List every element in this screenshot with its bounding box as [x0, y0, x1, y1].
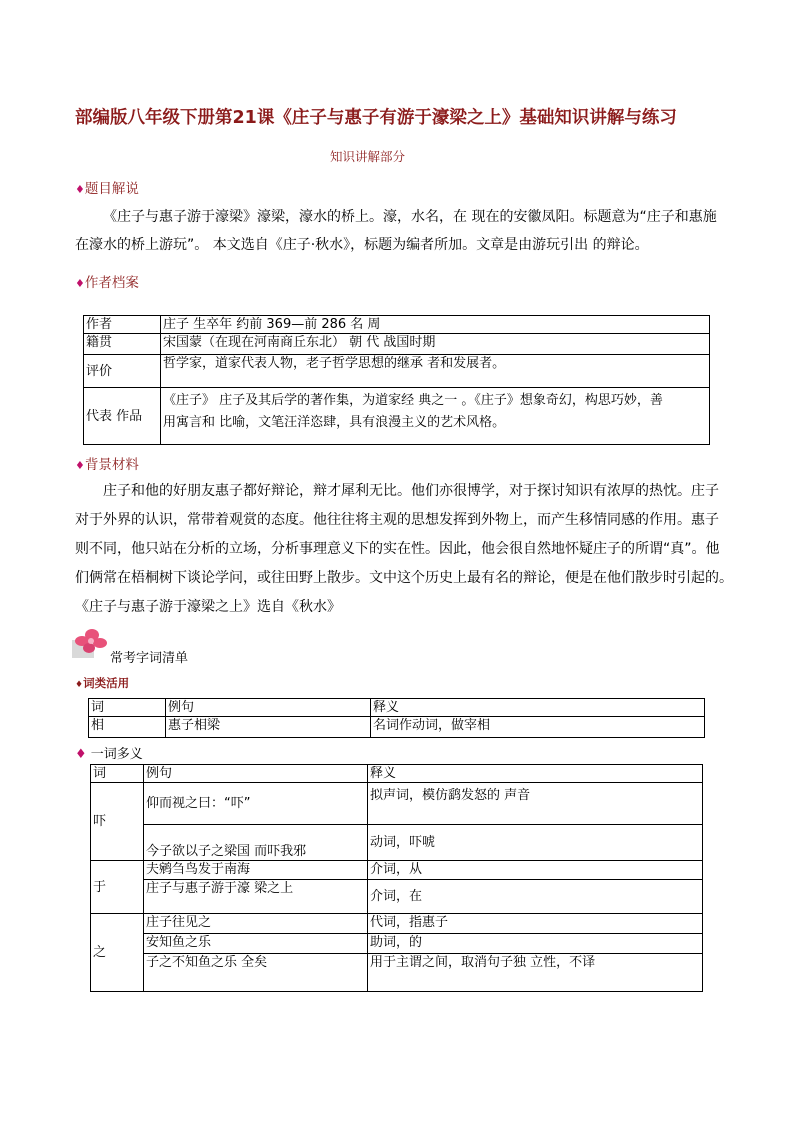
- hometown-label: 籍贯: [84, 334, 161, 355]
- works-line-2: 用寓言和 比喻，文笔汪洋恣肆，具有浪漫主义的艺术风格。: [163, 415, 506, 430]
- cell-meaning: 介词，从: [368, 861, 703, 880]
- section-wordclass-heading: [75, 675, 129, 691]
- section-topic-label: 题目解说: [84, 181, 139, 197]
- word-zhi: 之: [91, 914, 144, 992]
- table-row: [91, 954, 703, 992]
- diamond-icon: ♦: [75, 680, 84, 690]
- table-row: [84, 316, 710, 334]
- evaluation-label: 评价: [84, 355, 161, 388]
- section-polysemy-heading: [75, 743, 143, 762]
- cell-example: 庄子与惠子游于濠 梁之上: [144, 880, 368, 914]
- word-yu: 于: [91, 861, 144, 914]
- cell-example: 惠子相梁: [166, 717, 371, 738]
- hometown-value: 宋国蒙（在现在河南商丘东北） 朝 代 战国时期: [161, 334, 710, 355]
- diamond-icon: ♦: [75, 183, 85, 196]
- section-background-heading: [75, 453, 139, 473]
- cell-meaning: 代词，指惠子: [368, 914, 703, 934]
- page-subtitle: 知识讲解部分: [330, 149, 406, 164]
- background-line-3: 则不同，他只站在分析的立场，分析事理意义下的实在性。因此，他会很自然地怀疑庄子的所谓“真”。他: [75, 541, 720, 557]
- background-line-2: 对于外界的认识，常带着观赏的态度。他往往将主观的思想发挥到外物上，而产生移情同感的作用。惠子: [75, 512, 719, 528]
- topic-para-line-1: 《庄子与惠子游于濠梁》濠梁，濠水的桥上。濠，水名，在 现在的安徽凤阳。标题意为“庄子和惠施: [103, 209, 717, 225]
- section-topic-heading: [75, 177, 139, 197]
- works-line-1: 《庄子》 庄子及其后学的著作集，为道家经 典之一 。《庄子》想象奇幻，构思巧妙，善: [163, 393, 663, 408]
- topic-para-line-2: 在濠水的桥上游玩”。 本文选自《庄子·秋水》，标题为编者所加。文章是由游玩引出 的辩论。: [75, 237, 649, 253]
- header-example: 例句: [166, 699, 371, 717]
- cell-meaning: 用于主谓之间，取消句子独 立性，不译: [368, 954, 703, 992]
- polysemy-table: [90, 764, 703, 992]
- background-line-1: 庄子和他的好朋友惠子都好辩论，辩才犀利无比。他们亦很博学，对于探讨知识有浓厚的热忱。庄子: [103, 483, 719, 499]
- diamond-icon: ♦: [75, 277, 85, 290]
- background-line-5: 《庄子与惠子游于濠梁之上》选自《秋水》: [75, 599, 341, 615]
- background-line-4: 们俩常在梧桐树下谈论学问，或往田野上散步。文中这个历史上最有名的辩论，便是在他们散步时引起的。: [75, 570, 733, 586]
- author-value: 庄子 生卒年 约前 369—前 286 名 周: [161, 316, 710, 334]
- flower-icon: [72, 626, 110, 658]
- cell-example: 今子欲以子之梁国 而吓我邪: [144, 825, 368, 861]
- table-row: [91, 861, 703, 880]
- page-title: 部编版八年级下册第21课《庄子与惠子有游于濠梁之上》基础知识讲解与练习: [75, 108, 677, 128]
- cell-example: 安知鱼之乐: [144, 934, 368, 954]
- author-label: 作者: [84, 316, 161, 334]
- table-row: [84, 388, 710, 445]
- section-words-heading: 常考字词清单: [110, 651, 189, 666]
- author-table: [83, 315, 710, 445]
- table-row: [91, 914, 703, 934]
- word-xia: 吓: [91, 783, 144, 861]
- diamond-icon: ♦: [75, 459, 85, 472]
- word-class-table: [88, 698, 705, 738]
- table-row: [91, 934, 703, 954]
- cell-meaning: 助词，的: [368, 934, 703, 954]
- works-value: [161, 388, 710, 445]
- cell-meaning: 介词，在: [368, 880, 703, 914]
- cell-meaning: 拟声词，模仿鹞发怒的 声音: [368, 783, 703, 825]
- cell-word: 相: [89, 717, 166, 738]
- table-row: [84, 334, 710, 355]
- table-row: [89, 717, 705, 738]
- table-row: [91, 783, 703, 825]
- diamond-icon: ♦: [75, 747, 87, 762]
- cell-example: 子之不知鱼之乐 全矣: [144, 954, 368, 992]
- works-label: 代表 作品: [84, 388, 161, 445]
- table-row: [91, 825, 703, 861]
- header-meaning: 释义: [368, 765, 703, 783]
- evaluation-value: 哲学家，道家代表人物，老子哲学思想的继承 者和发展者。: [161, 355, 710, 388]
- section-polysemy-label: 一词多义: [90, 747, 143, 762]
- table-row: [89, 699, 705, 717]
- cell-example: 仰而视之曰：“吓”: [144, 783, 368, 825]
- section-background-label: 背景材料: [84, 457, 139, 473]
- header-word: 词: [89, 699, 166, 717]
- table-row: [91, 880, 703, 914]
- cell-meaning: 名词作动词，做宰相: [371, 717, 705, 738]
- section-wordclass-label: 词类活用: [83, 676, 130, 690]
- cell-example: 庄子往见之: [144, 914, 368, 934]
- header-example: 例句: [144, 765, 368, 783]
- table-row: [91, 765, 703, 783]
- section-author-label: 作者档案: [84, 275, 139, 291]
- header-meaning: 释义: [371, 699, 705, 717]
- section-author-heading: [75, 271, 139, 291]
- cell-meaning: 动词，吓唬: [368, 825, 703, 861]
- table-row: [84, 355, 710, 388]
- cell-example: 夫鹓刍鸟发于南海: [144, 861, 368, 880]
- header-word: 词: [91, 765, 144, 783]
